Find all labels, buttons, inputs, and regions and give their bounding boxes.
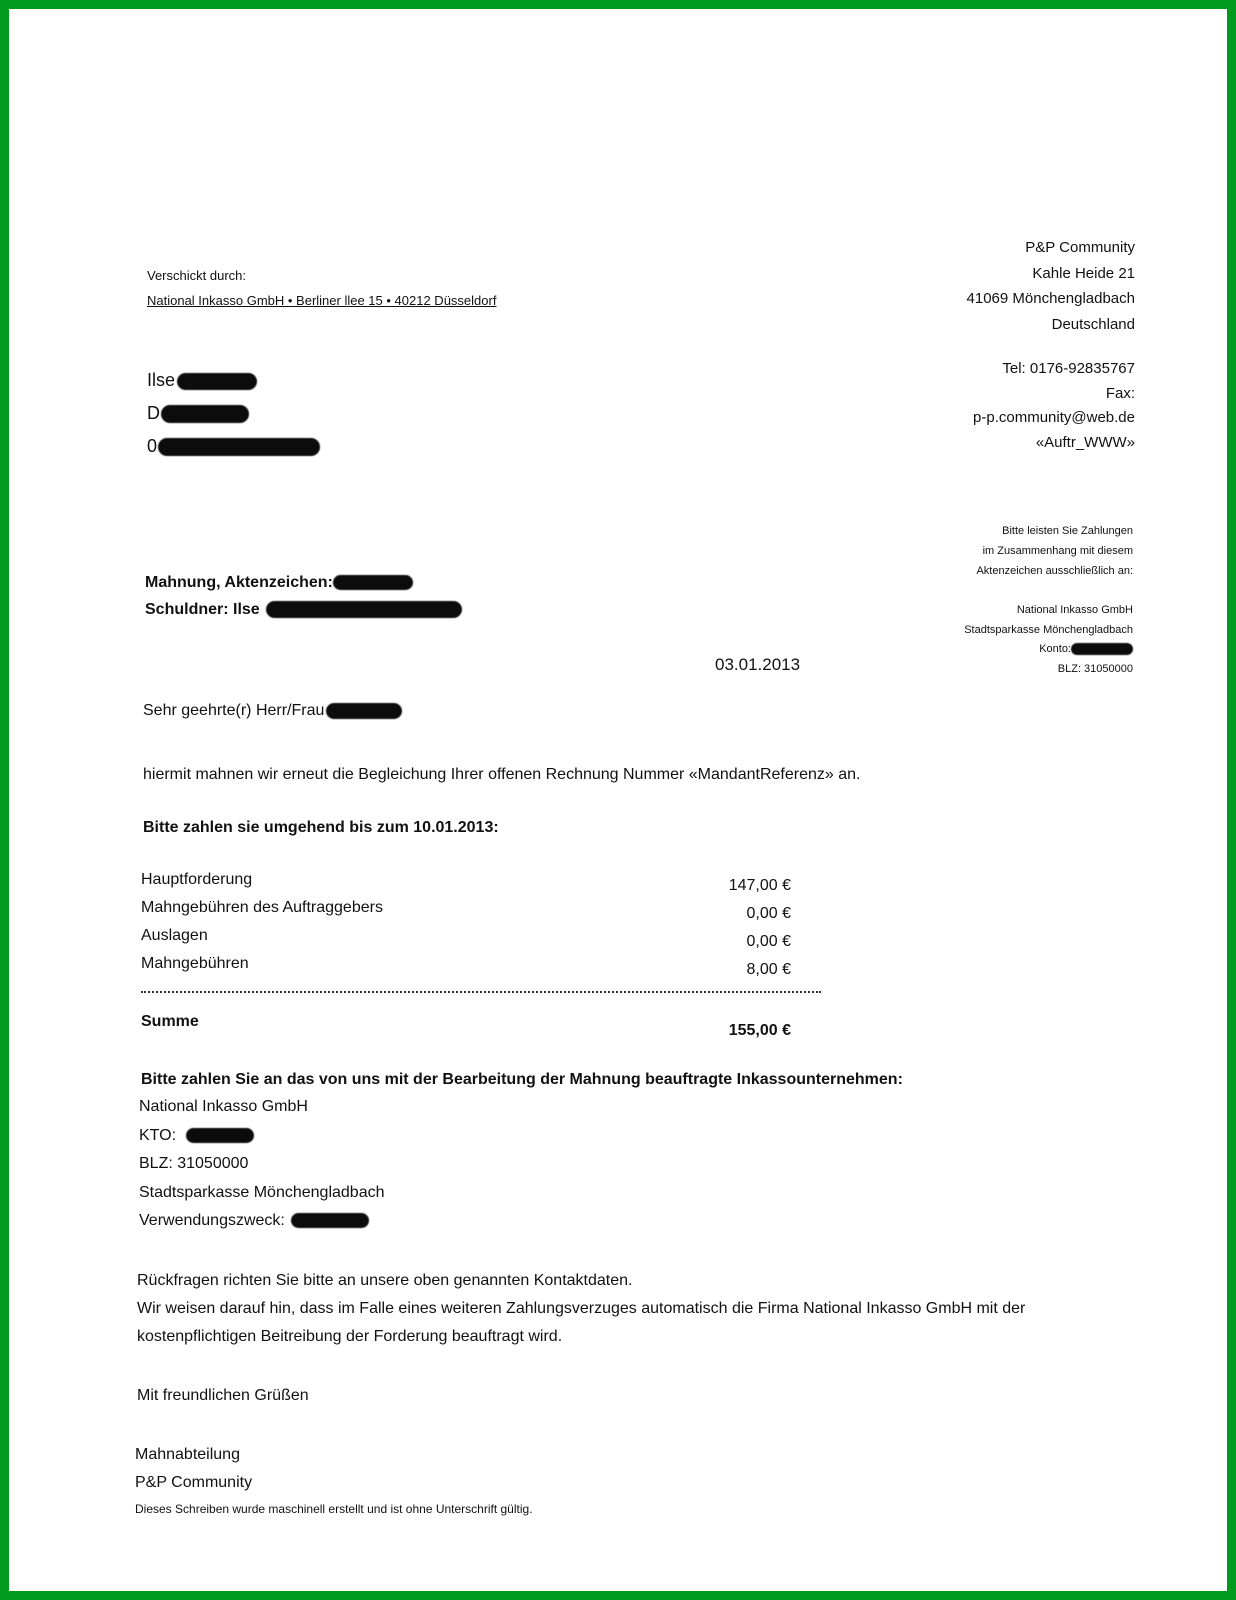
redaction-mark (333, 575, 413, 590)
payment-bank-konto (964, 640, 1133, 660)
subject-debtor-label: Schuldner: Ilse (145, 601, 260, 618)
salutation-text: Sehr geehrte(r) Herr/Frau (143, 702, 325, 719)
company-fax: Fax: (1105, 384, 1135, 402)
redaction-mark (266, 601, 462, 618)
recipient-line-1 (147, 364, 320, 397)
claim-item-label: Mahngebühren des Auftraggebers (141, 899, 383, 916)
payment-bank-block (964, 601, 1133, 679)
company-city: 41069 Mönchengladbach (966, 290, 1135, 307)
company-name: P&P Community (1025, 239, 1135, 256)
claim-item-label: Hauptforderung (141, 871, 253, 888)
regards: Mit freundlichen Grüßen (137, 1387, 309, 1404)
company-street: Kahle Heide 21 (1032, 264, 1135, 282)
redaction-mark (158, 438, 320, 456)
claim-item-amount: 0,00 € (746, 933, 791, 950)
payment-note-line-1: Bitte leisten Sie Zahlungen (1002, 525, 1133, 537)
payment-instructions (139, 1093, 385, 1236)
instructions-purpose-label: Verwendungszweck: (139, 1212, 285, 1229)
subject-line-1 (145, 569, 462, 596)
subject-case-label: Mahnung, Aktenzeichen: (145, 574, 333, 591)
instructions-kto (139, 1122, 385, 1151)
company-tel: Tel: 0176-92835767 (1002, 360, 1135, 377)
redaction-mark (186, 1128, 254, 1143)
dotted-separator (141, 991, 821, 993)
company-contact-block (973, 357, 1135, 455)
sum-label: Summe (141, 1013, 199, 1030)
instructions-kto-label: KTO: (139, 1126, 177, 1144)
claim-item-label: Mahngebühren (141, 955, 249, 972)
payment-note-line-2: im Zusammenhang mit diesem (982, 545, 1133, 557)
recipient-first-name: Ilse (147, 370, 176, 390)
payment-note-line-3: Aktenzeichen ausschließlich an: (976, 565, 1133, 577)
closing-line-1: Rückfragen richten Sie bitte an unsere oben genannten Kontaktdaten. (137, 1272, 633, 1289)
closing-paragraph (137, 1267, 1037, 1351)
instructions-purpose (139, 1207, 385, 1236)
instructions-bank: Stadtsparkasse Mönchengladbach (139, 1183, 385, 1201)
signature-company: P&P Community (135, 1474, 253, 1491)
company-email: p-p.community@web.de (973, 409, 1135, 426)
redaction-mark (326, 703, 402, 719)
claim-item-amount: 8,00 € (746, 961, 791, 978)
recipient-street-initial: D (147, 403, 160, 423)
recipient-city-initial: 0 (147, 436, 158, 456)
letter-subject (145, 569, 462, 623)
redaction-mark (291, 1213, 369, 1228)
letter-date: 03.01.2013 (715, 655, 801, 674)
subject-line-2 (145, 596, 462, 623)
sum-amount: 155,00 € (728, 1022, 791, 1039)
company-country: Deutschland (1051, 315, 1135, 333)
claim-items (141, 866, 383, 978)
payment-bank-name: Stadtsparkasse Mönchengladbach (964, 623, 1133, 636)
company-placeholder: «Auftr_WWW» (1035, 433, 1135, 451)
company-address-block (967, 235, 1135, 337)
recipient-line-3 (147, 430, 320, 463)
payment-bank-company: National Inkasso GmbH (1016, 604, 1133, 616)
sender-label: Verschickt durch: (147, 268, 246, 283)
intro-text: hiermit mahnen wir erneut die Begleichung Ihrer offenen Rechnung Nummer «MandantReferenz» an. (143, 766, 861, 783)
payment-note (976, 521, 1133, 581)
salutation (143, 702, 402, 720)
recipient-address (147, 364, 320, 463)
claim-item-label: Auslagen (141, 927, 208, 944)
recipient-line-2 (147, 397, 320, 430)
footer-note: Dieses Schreiben wurde maschinell erstellt und ist ohne Unterschrift gültig. (135, 1502, 533, 1516)
redaction-mark (161, 405, 249, 423)
payment-konto-label: Konto: (1039, 643, 1071, 655)
instructions-company: National Inkasso GmbH (139, 1098, 308, 1115)
instructions-blz: BLZ: 31050000 (139, 1155, 249, 1172)
redaction-mark (177, 373, 257, 390)
signature-block (135, 1441, 252, 1497)
sender-address-line: National Inkasso GmbH • Berliner llee 15 • 40212 Düsseldorf (147, 293, 497, 308)
claim-item-amount: 0,00 € (746, 905, 791, 922)
closing-line-2: Wir weisen darauf hin, dass im Falle eines weiteren Zahlungsverzuges automatisch die Firma National Inkasso GmbH mit der kostenpflichtigen Beitreibung der Forderung beauftragt wird. (137, 1300, 1026, 1345)
claim-item-amount: 147,00 € (728, 877, 791, 894)
signature-department: Mahnabteilung (135, 1446, 240, 1463)
payment-bank-blz: BLZ: 31050000 (1057, 662, 1133, 675)
claim-amounts (701, 872, 791, 984)
redaction-mark (1071, 643, 1133, 655)
payment-instructions-heading: Bitte zahlen Sie an das von uns mit der Bearbeitung der Mahnung beauftragte Inkassounternehmen: (141, 1071, 903, 1088)
payment-deadline: Bitte zahlen sie umgehend bis zum 10.01.2013: (143, 819, 499, 836)
